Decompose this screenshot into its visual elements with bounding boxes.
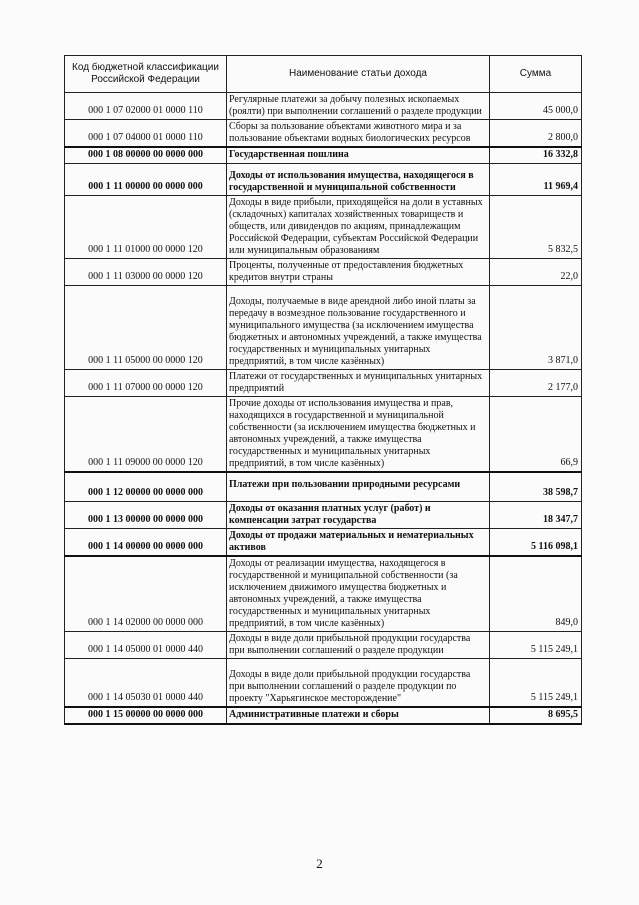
row-name: Доходы в виде прибыли, приходящейся на доли в уставных (складочных) капиталах хозяйственных товариществ и обществ, или дивидендов по акциям, принадлежащим Российской Федерации, субъектам Российской Федерации или муниципальным образованиям xyxy=(227,196,490,259)
row-sum: 66,9 xyxy=(490,397,582,473)
row-name: Платежи от государственных и муниципальных унитарных предприятий xyxy=(227,370,490,397)
table-row xyxy=(65,397,582,473)
table-row xyxy=(65,556,582,632)
row-sum: 8 695,5 xyxy=(490,707,582,724)
row-sum: 38 598,7 xyxy=(490,472,582,502)
table-row xyxy=(65,164,582,196)
row-sum: 849,0 xyxy=(490,556,582,632)
row-name: Сборы за пользование объектами животного мира и за пользование объектами водных биологических ресурсов xyxy=(227,120,490,148)
row-code: 000 1 11 03000 00 0000 120 xyxy=(65,259,227,286)
header-sum: Сумма xyxy=(490,56,582,93)
row-name: Доходы от оказания платных услуг (работ) и компенсации затрат государства xyxy=(227,502,490,529)
row-name: Государственная пошлина xyxy=(227,147,490,164)
table-row xyxy=(65,147,582,164)
row-sum: 22,0 xyxy=(490,259,582,286)
row-code: 000 1 14 02000 00 0000 000 xyxy=(65,556,227,632)
row-name: Доходы в виде доли прибыльной продукции государства при выполнении соглашений о разделе продукции xyxy=(227,632,490,659)
row-code: 000 1 11 05000 00 0000 120 xyxy=(65,286,227,370)
row-sum: 5 115 249,1 xyxy=(490,659,582,708)
row-sum: 3 871,0 xyxy=(490,286,582,370)
row-code: 000 1 14 00000 00 0000 000 xyxy=(65,529,227,557)
row-name: Доходы, получаемые в виде арендной либо иной платы за передачу в возмездное пользование государственного и муниципального имущества (за исключением имущества бюджетных и автономных учреждений, а также имущества государственных и муниципальных унитарных предприятий, в том числе казённых) xyxy=(227,286,490,370)
row-code: 000 1 11 01000 00 0000 120 xyxy=(65,196,227,259)
row-code: 000 1 14 05030 01 0000 440 xyxy=(65,659,227,708)
row-code: 000 1 13 00000 00 0000 000 xyxy=(65,502,227,529)
row-sum: 5 832,5 xyxy=(490,196,582,259)
header-code: Код бюджетной классификации Российской Федерации xyxy=(65,56,227,93)
row-code: 000 1 11 09000 00 0000 120 xyxy=(65,397,227,473)
table-row xyxy=(65,196,582,259)
row-name: Доходы от продажи материальных и нематериальных активов xyxy=(227,529,490,557)
row-sum: 5 116 098,1 xyxy=(490,529,582,557)
row-sum: 5 115 249,1 xyxy=(490,632,582,659)
row-sum: 2 177,0 xyxy=(490,370,582,397)
table-header-row xyxy=(65,56,582,93)
table-row xyxy=(65,120,582,148)
row-code: 000 1 11 00000 00 0000 000 xyxy=(65,164,227,196)
row-code: 000 1 11 07000 00 0000 120 xyxy=(65,370,227,397)
row-name: Доходы в виде доли прибыльной продукции государства при выполнении соглашений о разделе продукции по проекту "Харьягинское месторождение" xyxy=(227,659,490,708)
table-row xyxy=(65,259,582,286)
revenue-table xyxy=(64,55,582,725)
table-row xyxy=(65,93,582,120)
row-code: 000 1 12 00000 00 0000 000 xyxy=(65,472,227,502)
row-name: Прочие доходы от использования имущества и прав, находящихся в государственной и муниципальной собственности (за исключением имущества бюджетных и автономных учреждений, а также имущества государственных и муниципальных унитарных предприятий, в том числе казённых) xyxy=(227,397,490,473)
header-name: Наименование статьи дохода xyxy=(227,56,490,93)
row-name: Доходы от использования имущества, находящегося в государственной и муниципальной собственности xyxy=(227,164,490,196)
row-name: Регулярные платежи за добычу полезных ископаемых (роялти) при выполнении соглашений о разделе продукции xyxy=(227,93,490,120)
table-row xyxy=(65,472,582,502)
row-sum: 2 800,0 xyxy=(490,120,582,148)
row-name: Административные платежи и сборы xyxy=(227,707,490,724)
row-code: 000 1 07 02000 01 0000 110 xyxy=(65,93,227,120)
row-sum: 11 969,4 xyxy=(490,164,582,196)
row-code: 000 1 08 00000 00 0000 000 xyxy=(65,147,227,164)
table-row xyxy=(65,529,582,557)
table-row xyxy=(65,286,582,370)
row-code: 000 1 15 00000 00 0000 000 xyxy=(65,707,227,724)
row-code: 000 1 14 05000 01 0000 440 xyxy=(65,632,227,659)
row-sum: 16 332,8 xyxy=(490,147,582,164)
row-sum: 45 000,0 xyxy=(490,93,582,120)
table-row xyxy=(65,502,582,529)
row-code: 000 1 07 04000 01 0000 110 xyxy=(65,120,227,148)
table-row xyxy=(65,370,582,397)
table-row xyxy=(65,707,582,724)
row-name: Платежи при пользовании природными ресурсами xyxy=(227,472,490,502)
table-row xyxy=(65,659,582,708)
page-number: 2 xyxy=(316,856,323,871)
row-sum: 18 347,7 xyxy=(490,502,582,529)
row-name: Доходы от реализации имущества, находящегося в государственной и муниципальной собственности (за исключением движимого имущества бюджетных и автономных учреждений, а также имущества государственных и муниципальных унитарных предприятий, в том числе казённых) xyxy=(227,556,490,632)
table-row xyxy=(65,632,582,659)
row-name: Проценты, полученные от предоставления бюджетных кредитов внутри страны xyxy=(227,259,490,286)
